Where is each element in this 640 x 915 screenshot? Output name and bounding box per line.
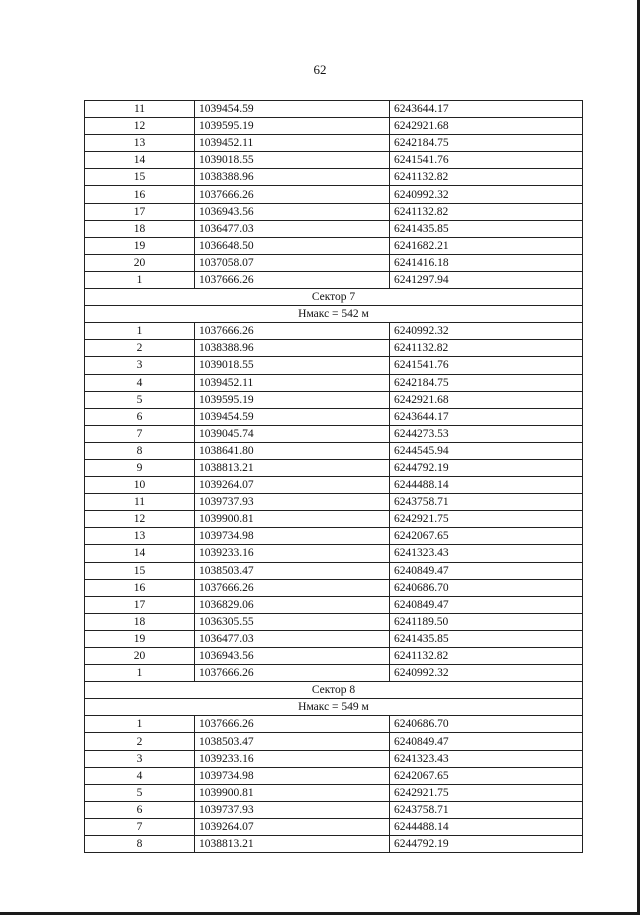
table-row: [85, 477, 583, 494]
x-coordinate-cell: 1039737.93: [195, 494, 390, 511]
table-row: [85, 648, 583, 665]
point-number-cell: 18: [85, 613, 195, 630]
point-number-cell: 6: [85, 801, 195, 818]
table-row: [85, 323, 583, 340]
y-coordinate-cell: 6242184.75: [390, 135, 583, 152]
table-row: [85, 818, 583, 835]
y-coordinate-cell: 6242067.65: [390, 767, 583, 784]
y-coordinate-cell: 6244273.53: [390, 425, 583, 442]
point-number-cell: 19: [85, 237, 195, 254]
table-row: [85, 186, 583, 203]
point-number-cell: 1: [85, 271, 195, 288]
point-number-cell: 9: [85, 459, 195, 476]
y-coordinate-cell: 6241132.82: [390, 340, 583, 357]
table-row: [85, 152, 583, 169]
x-coordinate-cell: 1039900.81: [195, 784, 390, 801]
x-coordinate-cell: 1037666.26: [195, 716, 390, 733]
point-number-cell: 5: [85, 391, 195, 408]
y-coordinate-cell: 6243758.71: [390, 494, 583, 511]
section-header-cell: Сектор 7: [85, 289, 583, 306]
x-coordinate-cell: 1039018.55: [195, 357, 390, 374]
point-number-cell: 20: [85, 254, 195, 271]
x-coordinate-cell: 1037666.26: [195, 665, 390, 682]
table-row: [85, 391, 583, 408]
y-coordinate-cell: 6244545.94: [390, 442, 583, 459]
point-number-cell: 19: [85, 630, 195, 647]
point-number-cell: 4: [85, 767, 195, 784]
x-coordinate-cell: 1036477.03: [195, 220, 390, 237]
x-coordinate-cell: 1036305.55: [195, 613, 390, 630]
y-coordinate-cell: 6242921.75: [390, 784, 583, 801]
y-coordinate-cell: 6240686.70: [390, 716, 583, 733]
section-header-row: [85, 699, 583, 716]
table-row: [85, 203, 583, 220]
x-coordinate-cell: 1038388.96: [195, 169, 390, 186]
table-row: [85, 459, 583, 476]
table-row: [85, 118, 583, 135]
y-coordinate-cell: 6240686.70: [390, 579, 583, 596]
table-row: [85, 271, 583, 288]
point-number-cell: 8: [85, 836, 195, 853]
table-row: [85, 562, 583, 579]
table-row: [85, 135, 583, 152]
table-row: [85, 801, 583, 818]
table-row: [85, 613, 583, 630]
point-number-cell: 17: [85, 203, 195, 220]
table-row: [85, 254, 583, 271]
x-coordinate-cell: 1039264.07: [195, 818, 390, 835]
y-coordinate-cell: 6240849.47: [390, 562, 583, 579]
y-coordinate-cell: 6240992.32: [390, 665, 583, 682]
y-coordinate-cell: 6241541.76: [390, 357, 583, 374]
table-row: [85, 767, 583, 784]
table-row: [85, 494, 583, 511]
x-coordinate-cell: 1037666.26: [195, 323, 390, 340]
y-coordinate-cell: 6241189.50: [390, 613, 583, 630]
point-number-cell: 5: [85, 784, 195, 801]
x-coordinate-cell: 1037058.07: [195, 254, 390, 271]
coordinates-table-body: [85, 101, 583, 853]
table-row: [85, 579, 583, 596]
y-coordinate-cell: 6244488.14: [390, 477, 583, 494]
point-number-cell: 17: [85, 596, 195, 613]
y-coordinate-cell: 6244792.19: [390, 459, 583, 476]
table-row: [85, 733, 583, 750]
point-number-cell: 7: [85, 425, 195, 442]
point-number-cell: 6: [85, 408, 195, 425]
point-number-cell: 14: [85, 545, 195, 562]
x-coordinate-cell: 1038813.21: [195, 459, 390, 476]
table-row: [85, 545, 583, 562]
section-header-cell: Нмакс = 542 м: [85, 306, 583, 323]
table-row: [85, 716, 583, 733]
x-coordinate-cell: 1038388.96: [195, 340, 390, 357]
point-number-cell: 18: [85, 220, 195, 237]
x-coordinate-cell: 1036648.50: [195, 237, 390, 254]
table-row: [85, 528, 583, 545]
point-number-cell: 16: [85, 579, 195, 596]
y-coordinate-cell: 6241132.82: [390, 169, 583, 186]
table-row: [85, 750, 583, 767]
y-coordinate-cell: 6241323.43: [390, 545, 583, 562]
x-coordinate-cell: 1039452.11: [195, 374, 390, 391]
point-number-cell: 2: [85, 340, 195, 357]
x-coordinate-cell: 1039018.55: [195, 152, 390, 169]
x-coordinate-cell: 1037666.26: [195, 579, 390, 596]
x-coordinate-cell: 1039454.59: [195, 101, 390, 118]
page-number: 62: [313, 62, 327, 77]
x-coordinate-cell: 1039045.74: [195, 425, 390, 442]
y-coordinate-cell: 6244488.14: [390, 818, 583, 835]
y-coordinate-cell: 6241541.76: [390, 152, 583, 169]
x-coordinate-cell: 1039595.19: [195, 391, 390, 408]
point-number-cell: 7: [85, 818, 195, 835]
y-coordinate-cell: 6243644.17: [390, 408, 583, 425]
x-coordinate-cell: 1038503.47: [195, 733, 390, 750]
point-number-cell: 11: [85, 101, 195, 118]
point-number-cell: 20: [85, 648, 195, 665]
y-coordinate-cell: 6241132.82: [390, 203, 583, 220]
table-row: [85, 630, 583, 647]
y-coordinate-cell: 6244792.19: [390, 836, 583, 853]
y-coordinate-cell: 6240849.47: [390, 733, 583, 750]
table-row: [85, 511, 583, 528]
x-coordinate-cell: 1039737.93: [195, 801, 390, 818]
point-number-cell: 8: [85, 442, 195, 459]
table-row: [85, 784, 583, 801]
table-row: [85, 836, 583, 853]
x-coordinate-cell: 1036829.06: [195, 596, 390, 613]
point-number-cell: 2: [85, 733, 195, 750]
x-coordinate-cell: 1037666.26: [195, 186, 390, 203]
point-number-cell: 1: [85, 716, 195, 733]
point-number-cell: 13: [85, 135, 195, 152]
x-coordinate-cell: 1037666.26: [195, 271, 390, 288]
point-number-cell: 14: [85, 152, 195, 169]
y-coordinate-cell: 6242067.65: [390, 528, 583, 545]
table-row: [85, 340, 583, 357]
x-coordinate-cell: 1036943.56: [195, 203, 390, 220]
section-header-cell: Нмакс = 549 м: [85, 699, 583, 716]
point-number-cell: 13: [85, 528, 195, 545]
x-coordinate-cell: 1039233.16: [195, 750, 390, 767]
section-header-row: [85, 289, 583, 306]
x-coordinate-cell: 1038641.80: [195, 442, 390, 459]
table-row: [85, 596, 583, 613]
y-coordinate-cell: 6241435.85: [390, 630, 583, 647]
table-row: [85, 101, 583, 118]
x-coordinate-cell: 1039233.16: [195, 545, 390, 562]
point-number-cell: 4: [85, 374, 195, 391]
point-number-cell: 3: [85, 357, 195, 374]
table-row: [85, 442, 583, 459]
x-coordinate-cell: 1036477.03: [195, 630, 390, 647]
y-coordinate-cell: 6241416.18: [390, 254, 583, 271]
y-coordinate-cell: 6241297.94: [390, 271, 583, 288]
y-coordinate-cell: 6242921.75: [390, 511, 583, 528]
y-coordinate-cell: 6242921.68: [390, 118, 583, 135]
table-row: [85, 374, 583, 391]
point-number-cell: 12: [85, 511, 195, 528]
y-coordinate-cell: 6243758.71: [390, 801, 583, 818]
y-coordinate-cell: 6241323.43: [390, 750, 583, 767]
x-coordinate-cell: 1038503.47: [195, 562, 390, 579]
y-coordinate-cell: 6241132.82: [390, 648, 583, 665]
point-number-cell: 11: [85, 494, 195, 511]
section-header-row: [85, 682, 583, 699]
x-coordinate-cell: 1039595.19: [195, 118, 390, 135]
x-coordinate-cell: 1038813.21: [195, 836, 390, 853]
point-number-cell: 3: [85, 750, 195, 767]
y-coordinate-cell: 6242184.75: [390, 374, 583, 391]
table-row: [85, 665, 583, 682]
x-coordinate-cell: 1039454.59: [195, 408, 390, 425]
x-coordinate-cell: 1039734.98: [195, 528, 390, 545]
y-coordinate-cell: 6243644.17: [390, 101, 583, 118]
table-row: [85, 169, 583, 186]
x-coordinate-cell: 1039734.98: [195, 767, 390, 784]
point-number-cell: 15: [85, 562, 195, 579]
table-row: [85, 357, 583, 374]
x-coordinate-cell: 1036943.56: [195, 648, 390, 665]
point-number-cell: 1: [85, 665, 195, 682]
point-number-cell: 1: [85, 323, 195, 340]
coordinates-table: [84, 100, 583, 853]
point-number-cell: 10: [85, 477, 195, 494]
y-coordinate-cell: 6240992.32: [390, 186, 583, 203]
table-row: [85, 220, 583, 237]
point-number-cell: 16: [85, 186, 195, 203]
x-coordinate-cell: 1039452.11: [195, 135, 390, 152]
x-coordinate-cell: 1039900.81: [195, 511, 390, 528]
table-row: [85, 408, 583, 425]
y-coordinate-cell: 6240992.32: [390, 323, 583, 340]
y-coordinate-cell: 6241435.85: [390, 220, 583, 237]
y-coordinate-cell: 6242921.68: [390, 391, 583, 408]
table-row: [85, 425, 583, 442]
section-header-cell: Сектор 8: [85, 682, 583, 699]
point-number-cell: 15: [85, 169, 195, 186]
y-coordinate-cell: 6240849.47: [390, 596, 583, 613]
x-coordinate-cell: 1039264.07: [195, 477, 390, 494]
section-header-row: [85, 306, 583, 323]
table-row: [85, 237, 583, 254]
point-number-cell: 12: [85, 118, 195, 135]
y-coordinate-cell: 6241682.21: [390, 237, 583, 254]
